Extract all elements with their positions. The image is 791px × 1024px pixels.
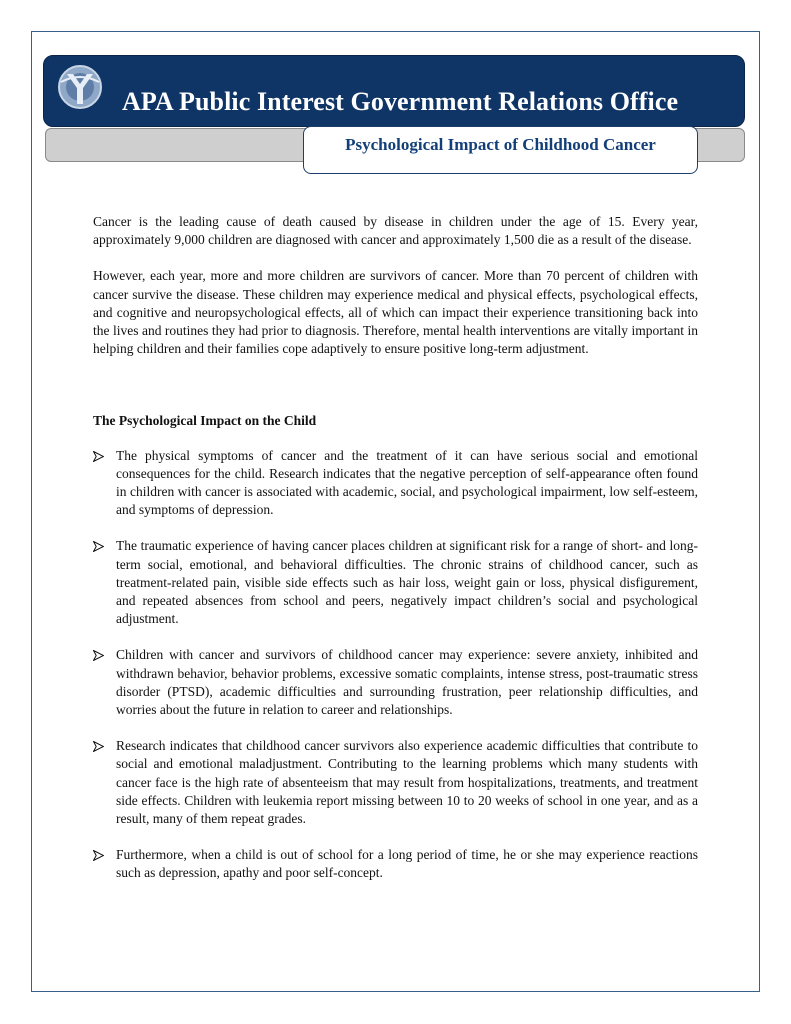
intro-paragraph: However, each year, more and more children are survivors of cancer. More than 70 percent of children with cancer survive the disease. These children may experience medical and physical effects, psychological effects, and cognitive and neuropsychological effects, all of which can impact their experience transitioning back into the lives and routines they had prior to diagnosis. Therefore, mental health interventions are vitally important in helping children and their families cope adaptively to ensure positive long-term adjustment.: [93, 268, 698, 357]
arrow-bullet-icon: [93, 451, 104, 462]
bullet-text: Children with cancer and survivors of childhood cancer may experience: severe anxiety, inhibited and withdrawn behavior, behavior problems, excessive somatic complaints, intense stress, post-traumatic stress disorder (PTSD), academic difficulties and surrounding frustration, peer relationship difficulties, and worries about the future in relation to career and relationships.: [116, 647, 698, 718]
arrow-bullet-icon: [93, 650, 104, 661]
arrow-bullet-icon: [93, 741, 104, 752]
apa-logo-icon: [57, 64, 103, 110]
list-item: [93, 537, 698, 628]
bullet-text: Research indicates that childhood cancer survivors also experience academic difficulties that contribute to social and emotional maladjustment. Contributing to the learning problems which many students with cancer face is the high rate of absenteeism that may result from hospitalizations, treatments, and treatment side effects. Children with leukemia report missing between 10 to 20 weeks of school in one year, and as a result, many of them repeat grades.: [116, 738, 698, 827]
bullet-text: The traumatic experience of having cancer places children at significant risk for a range of short- and long-term social, emotional, and behavioral difficulties. The chronic strains of childhood cancer, such as treatment-related pain, visible side effects such as hair loss, weight gain or loss, physical disfigurement, and repeated absences from school and peers, negatively impact children’s social and psychological adjustment.: [116, 538, 698, 627]
page-title: APA Public Interest Government Relations Office: [122, 87, 679, 116]
bullet-list: [93, 447, 698, 883]
document-subtitle: Psychological Impact of Childhood Cancer: [345, 135, 656, 154]
intro-paragraph: Cancer is the leading cause of death caused by disease in children under the age of 15. Every year, approximately 9,000 children are diagnosed with cancer and approximately 1,500 die as a result of the disease.: [93, 214, 698, 248]
list-item: [93, 737, 698, 828]
list-item: [93, 447, 698, 520]
list-item: [93, 646, 698, 719]
list-item: [93, 846, 698, 882]
bullet-text: Furthermore, when a child is out of school for a long period of time, he or she may experience reactions such as depression, apathy and poor self-concept.: [116, 847, 698, 881]
section-heading: The Psychological Impact on the Child: [93, 413, 317, 429]
arrow-bullet-icon: [93, 850, 104, 861]
document-body: [93, 213, 698, 901]
arrow-bullet-icon: [93, 541, 104, 552]
bullet-text: The physical symptoms of cancer and the treatment of it can have serious social and emotional consequences for the child. Research indicates that the negative perception of self-appearance often found in children with cancer is associated with academic, social, and psychological impairment, low self-esteem, and symptoms of depression.: [116, 447, 698, 518]
